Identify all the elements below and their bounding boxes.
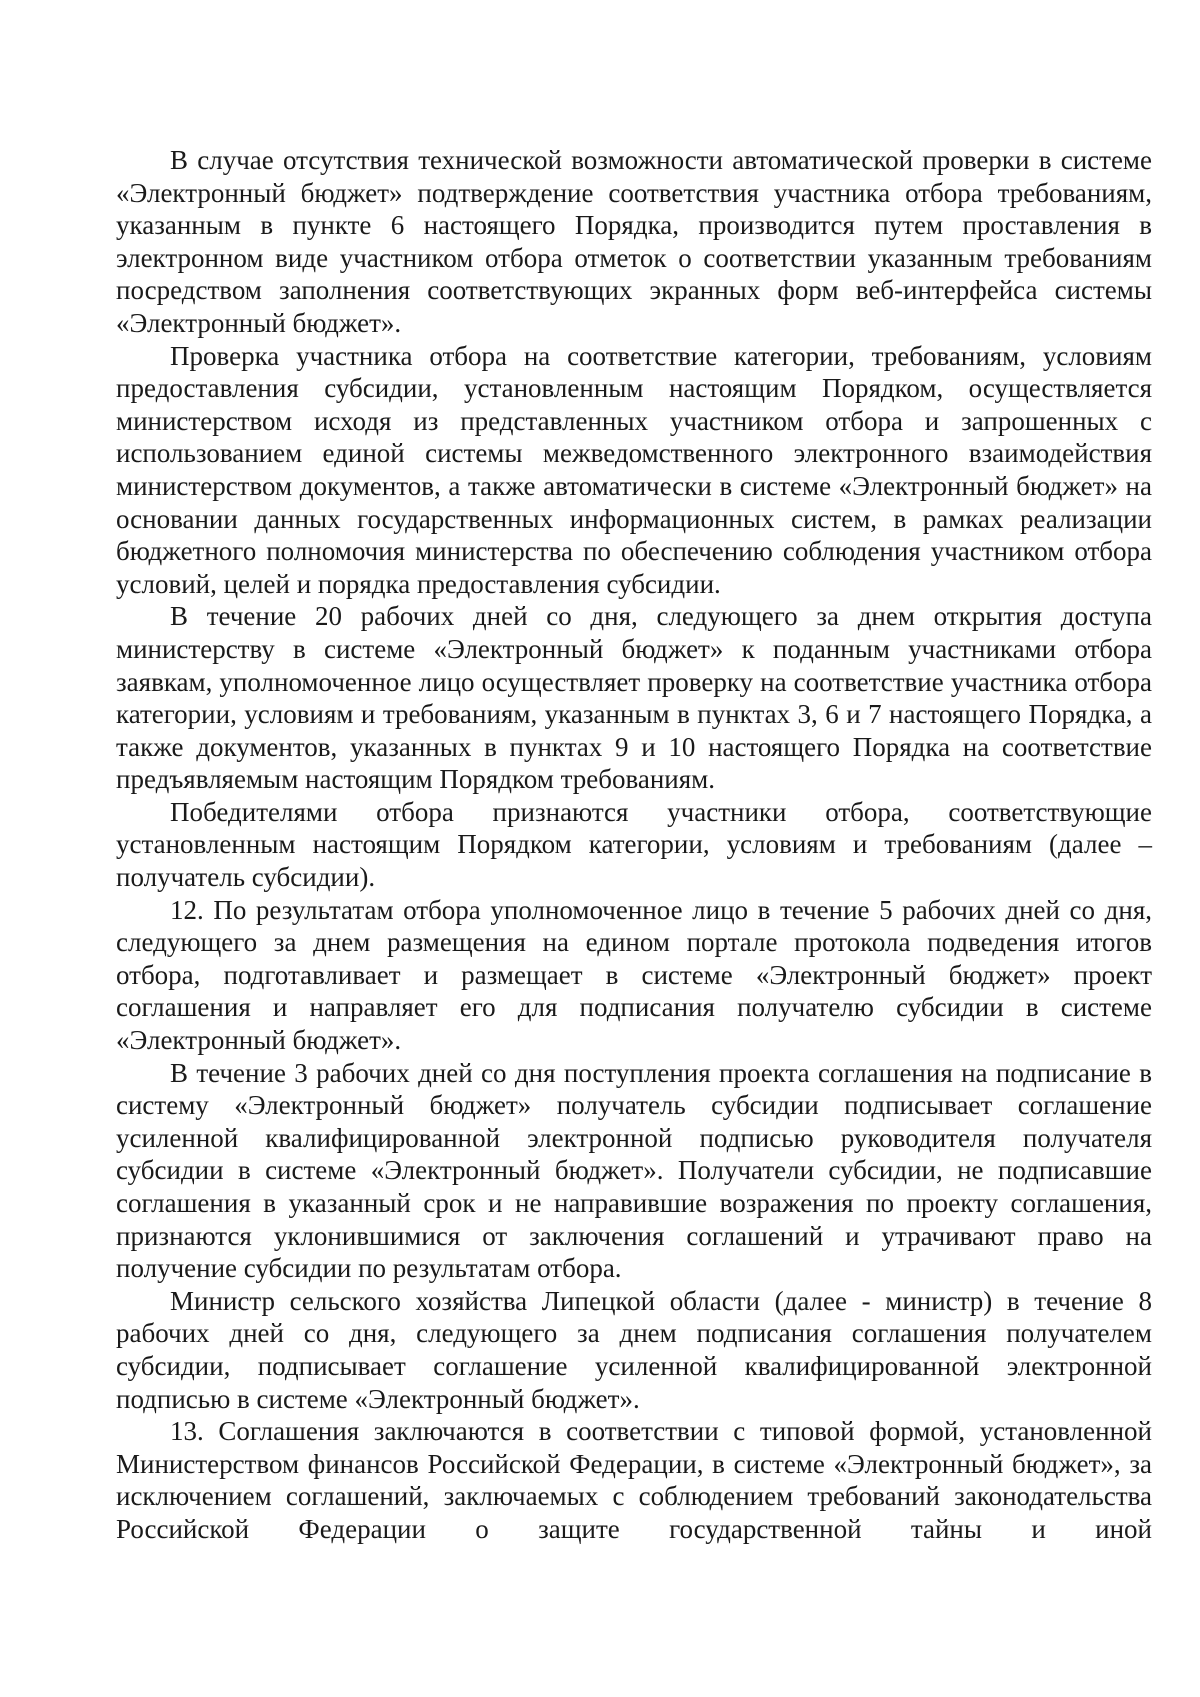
paragraph-item-13: 13. Соглашения заключаются в соответствии с типовой формой, установленной Министерством финансов Российской Федерации, в системе «Электронный бюджет», за исключением соглашений, заключаемых с соблюдением требований законодательства Российской Федерации о защите государственной тайны и иной — [116, 1416, 1152, 1544]
paragraph-item-12: 12. По результатам отбора уполномоченное лицо в течение 5 рабочих дней со дня, следующего за днем размещения на едином портале протокола подведения итогов отбора, подготавливает и размещает в системе «Электронный бюджет» проект соглашения и направляет его для подписания получателю субсидии в системе «Электронный бюджет». — [116, 894, 1152, 1056]
paragraph-3-day-signing: В течение 3 рабочих дней со дня поступления проекта соглашения на подписание в систему «Электронный бюджет» получатель субсидии подписывает соглашение усиленной квалифицированной электронной подписью руководителя получателя субсидии в системе «Электронный бюджет». Получатели субсидии, не подписавшие соглашения в указанный срок и не направившие возражения по проекту соглашения, признаются уклонившимися от заключения соглашений и утрачивают право на получение субсидии по результатам отбора. — [116, 1057, 1152, 1284]
document-page — [116, 144, 1152, 1546]
paragraph-automatic-check: В случае отсутствия технической возможности автоматической проверки в системе «Электронный бюджет» подтверждение соответствия участника отбора требованиям, указанным в пункте 6 настоящего Порядка, производится путем проставления в электронном виде участником отбора отметок о соответствии указанным требованиям посредством заполнения соответствующих экранных форм веб-интерфейса системы «Электронный бюджет». — [116, 145, 1152, 338]
paragraph-20-day-review: В течение 20 рабочих дней со дня, следующего за днем открытия доступа министерству в системе «Электронный бюджет» к поданным участниками отбора заявкам, уполномоченное лицо осуществляет проверку на соответствие участника отбора категории, условиям и требованиям, указанным в пунктах 3, 6 и 7 настоящего Порядка, а также документов, указанных в пунктах 9 и 10 настоящего Порядка на соответствие предъявляемым настоящим Порядком требованиям. — [116, 601, 1152, 795]
paragraph-participant-verification: Проверка участника отбора на соответствие категории, требованиям, условиям предоставления субсидии, установленным настоящим Порядком, осуществляется министерством исходя из представленных участником отбора и запрошенных с использованием единой системы межведомственного электронного взаимодействия министерством документов, а также автоматически в системе «Электронный бюджет» на основании данных государственных информационных систем, в рамках реализации бюджетного полномочия министерства по обеспечению соблюдения участником отбора условий, целей и порядка предоставления субсидии. — [116, 340, 1152, 599]
paragraph-minister-signing: Министр сельского хозяйства Липецкой области (далее - министр) в течение 8 рабочих дней со дня, следующего за днем подписания соглашения получателем субсидии, подписывает соглашение усиленной квалифицированной электронной подписью в системе «Электронный бюджет». — [116, 1285, 1152, 1414]
paragraph-winners: Победителями отбора признаются участники отбора, соответствующие установленным настоящим Порядком категории, условиям и требованиям (далее – получатель субсидии). — [116, 796, 1152, 893]
